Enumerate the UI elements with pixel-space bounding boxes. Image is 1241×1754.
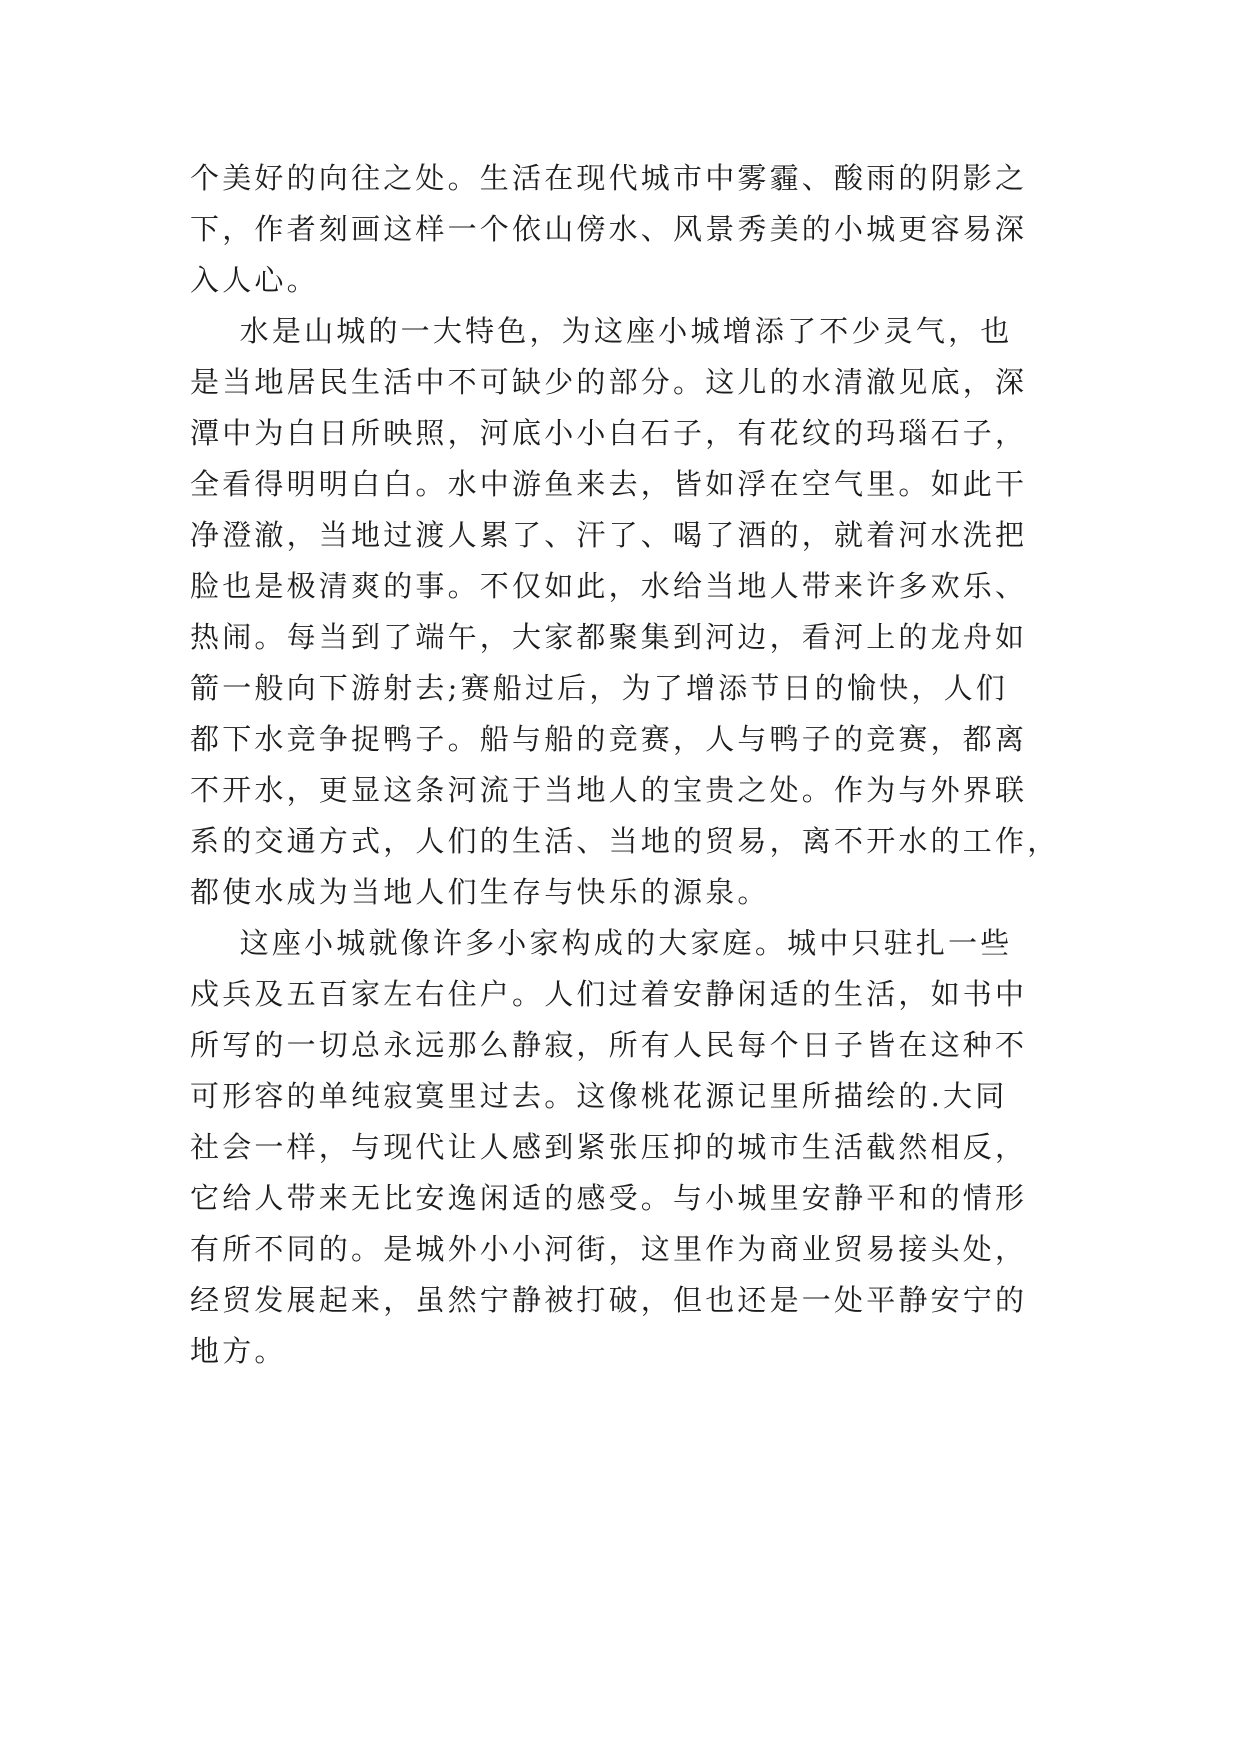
text-line: 所写的一切总永远那么静寂，所有人民每个日子皆在这种不 [190,1028,1028,1062]
text-line: 净澄澈，当地过渡人累了、汗了、喝了酒的，就着河水洗把 [190,518,1028,552]
text-line: 不开水，更显这条河流于当地人的宝贵之处。作为与外界联 [190,773,1028,807]
paragraph-1 [190,153,1060,306]
text-line: 可形容的单纯寂寞里过去。这像桃花源记里所描绘的.大同 [190,1079,1008,1113]
text-line: 都使水成为当地人们生存与快乐的源泉。 [190,875,770,909]
text-line: 有所不同的。是城外小小河街，这里作为商业贸易接头处， [190,1232,1028,1266]
text-line: 入人心。 [190,263,319,297]
text-line: 潭中为白日所映照，河底小小白石子，有花纹的玛瑙石子， [190,416,1028,450]
text-line: 水是山城的一大特色，为这座小城增添了不少灵气，也 [190,314,1013,348]
text-line: 戍兵及五百家左右住户。人们过着安静闲适的生活，如书中 [190,977,1028,1011]
text-line: 经贸发展起来，虽然宁静被打破，但也还是一处平静安宁的 [190,1283,1028,1317]
text-line: 个美好的向往之处。生活在现代城市中雾霾、酸雨的阴影之 [190,161,1028,195]
text-line: 是当地居民生活中不可缺少的部分。这儿的水清澈见底，深 [190,365,1028,399]
text-line: 都下水竞争捉鸭子。船与船的竞赛，人与鸭子的竞赛，都离 [190,722,1028,756]
text-line: 地方。 [190,1334,287,1368]
text-line: 社会一样，与现代让人感到紧张压抑的城市生活截然相反， [190,1130,1028,1164]
paragraph-2 [190,306,1060,918]
paragraph-3 [190,918,1060,1377]
text-line: 脸也是极清爽的事。不仅如此，水给当地人带来许多欢乐、 [190,569,1028,603]
text-line: 下，作者刻画这样一个依山傍水、风景秀美的小城更容易深 [190,212,1028,246]
text-line: 箭一般向下游射去;赛船过后，为了增添节日的愉快，人们 [190,671,1008,705]
text-line: 它给人带来无比安逸闲适的感受。与小城里安静平和的情形 [190,1181,1028,1215]
text-line: 系的交通方式，人们的生活、当地的贸易，离不开水的工作， [190,824,1060,858]
text-line: 热闹。每当到了端午，大家都聚集到河边，看河上的龙舟如 [190,620,1028,654]
text-line: 全看得明明白白。水中游鱼来去，皆如浮在空气里。如此干 [190,467,1028,501]
text-line: 这座小城就像许多小家构成的大家庭。城中只驻扎一些 [190,926,1013,960]
body-text [190,153,1060,1377]
